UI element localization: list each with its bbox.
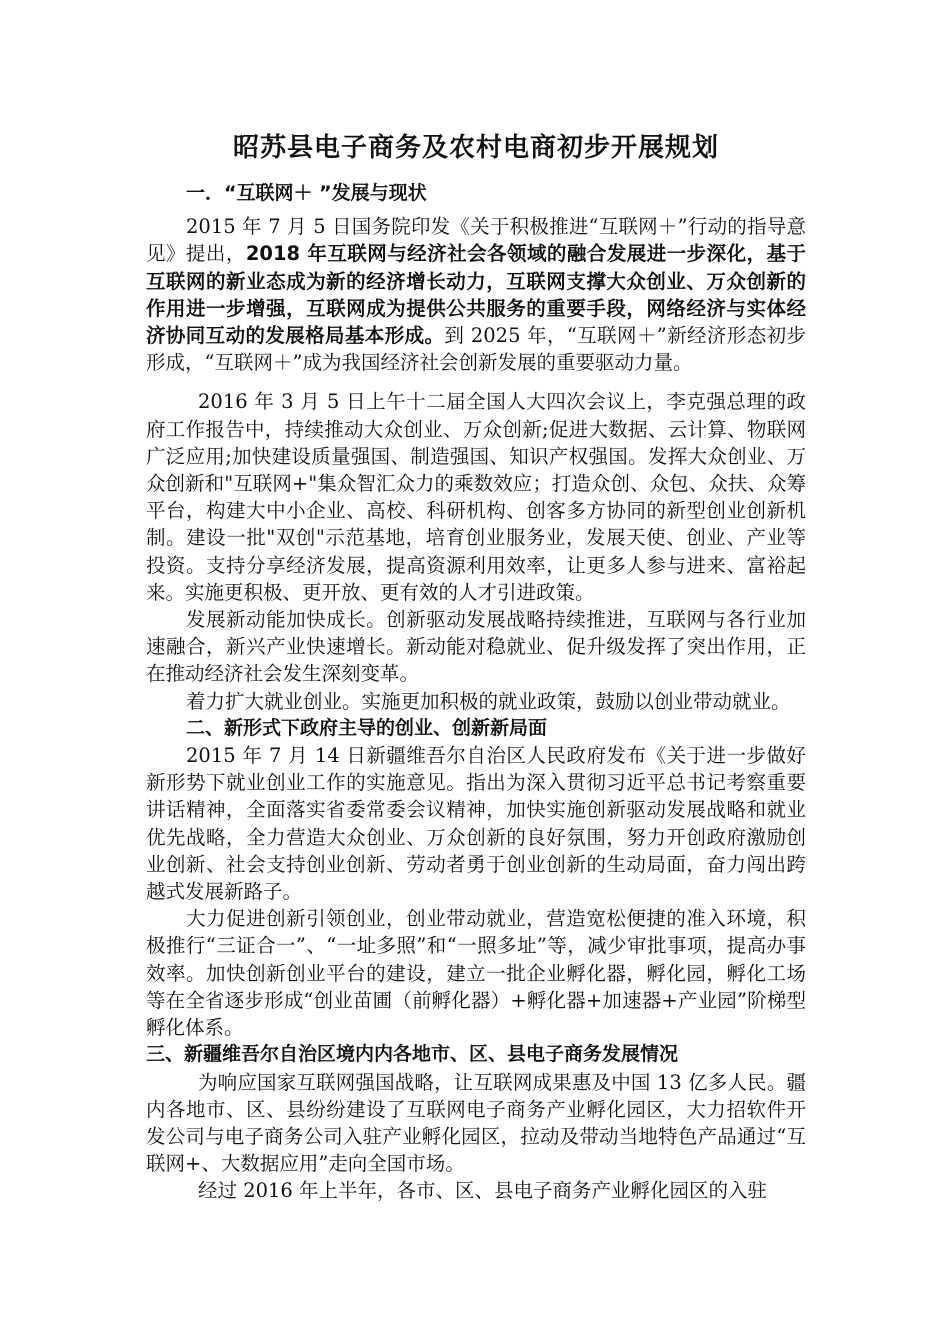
section-1-heading: 一．“互联网＋ ”发展与现状 (186, 182, 427, 204)
document-page (146, 128, 806, 1205)
section-3-paragraph-2: 经过 2016 年上半年，各市、区、县电子商务产业孵化园区的入驻 (198, 1179, 768, 1203)
paragraph-bold-text: 2018 年互联网与经济社会各领域的融合发展进一步深化，基于互联网的新业态成为新的经济增长动力，互联网支撑大众创业、万众创新的作用进一步增强，互联网成为提供公共服务的重要手段，网络经济与实体经济协同互动的发展格局基本形成。 (146, 242, 806, 348)
section-3-heading: 三、新疆维吾尔自治区境内内各地市、区、县电子商务发展情况 (146, 1043, 679, 1066)
document-title: 昭苏县电子商务及农村电商初步开展规划 (232, 133, 719, 163)
section-1-paragraph-4: 着力扩大就业创业。实施更加积极的就业政策，鼓励以创业带动就业。 (186, 689, 791, 713)
paragraph-text: 到 2025 年，“互联网＋”新经济形态初步形成，“互联网＋”成为我国经济社会创新发展的重要驱动力量。 (146, 324, 806, 375)
section-2-heading: 二、新形式下政府主导的创业、创新新局面 (186, 716, 548, 739)
section-3-paragraph-1: 为响应国家互联网强国战略，让互联网成果惠及中国 13 亿多人民。疆内各地市、区、县纷纷建设了互联网电子商务产业孵化园区，大力招软件开发公司与电子商务公司入驻产业孵化园区，拉动及带动当地特色产品通过“互联网+、大数据应用”走向全国市场。 (146, 1070, 806, 1176)
section-1-paragraph-1 (146, 213, 806, 376)
section-1-paragraph-3: 发展新动能加快成长。创新驱动发展战略持续推进，互联网与各行业加速融合，新兴产业快速增长。新动能对稳就业、促升级发挥了突出作用，正在推动经济社会发生深刻变革。 (146, 608, 806, 686)
section-2-paragraph-1: 2015 年 7 月 14 日新疆维吾尔自治区人民政府发布《关于进一步做好新形势下就业创业工作的实施意见。指出为深入贯彻习近平总书记考察重要讲话精神，全面落实省委常委会议精神，加快实施创新驱动发展战略和就业优先战略，全力营造大众创业、万众创新的良好氛围，努力开创政府激励创业创新、社会支持创业创新、劳动者勇于创业创新的生动局面，奋力闯出跨越式发展新路子。 (146, 744, 806, 904)
section-2-paragraph-2: 大力促进创新引领创业，创业带动就业，营造宽松便捷的准入环境，积极推行“三证合一”、“一址多照”和“一照多址”等，减少审批事项，提高办事效率。加快创新创业平台的建设，建立一批企业孵化器，孵化园，孵化工场等在全省逐步形成“创业苗圃（前孵化器）+孵化器+加速器+产业园”阶梯型孵化体系。 (146, 907, 806, 1040)
section-1-paragraph-2: 2016 年 3 月 5 日上午十二届全国人大四次会议上，李克强总理的政府工作报告中，持续推动大众创业、万众创新;促进大数据、云计算、物联网广泛应用;加快建设质量强国、制造强国、知识产权强国。发挥大众创业、万众创新和"互联网+"集众智汇众力的乘数效应；打造众创、众包、众扶、众筹平台，构建大中小企业、高校、科研机构、创客多方协同的新型创业创新机制。建设一批"双创"示范基地，培育创业服务业，发展天使、创业、产业等投资。支持分享经济发展，提高资源利用效率，让更多人参与进来、富裕起来。实施更积极、更开放、更有效的人才引进政策。 (146, 390, 806, 604)
paragraph-text: 2015 年 7 月 5 日国务院印发《关于积极推进“互联网＋”行动的指导意见》提出， (146, 215, 806, 266)
